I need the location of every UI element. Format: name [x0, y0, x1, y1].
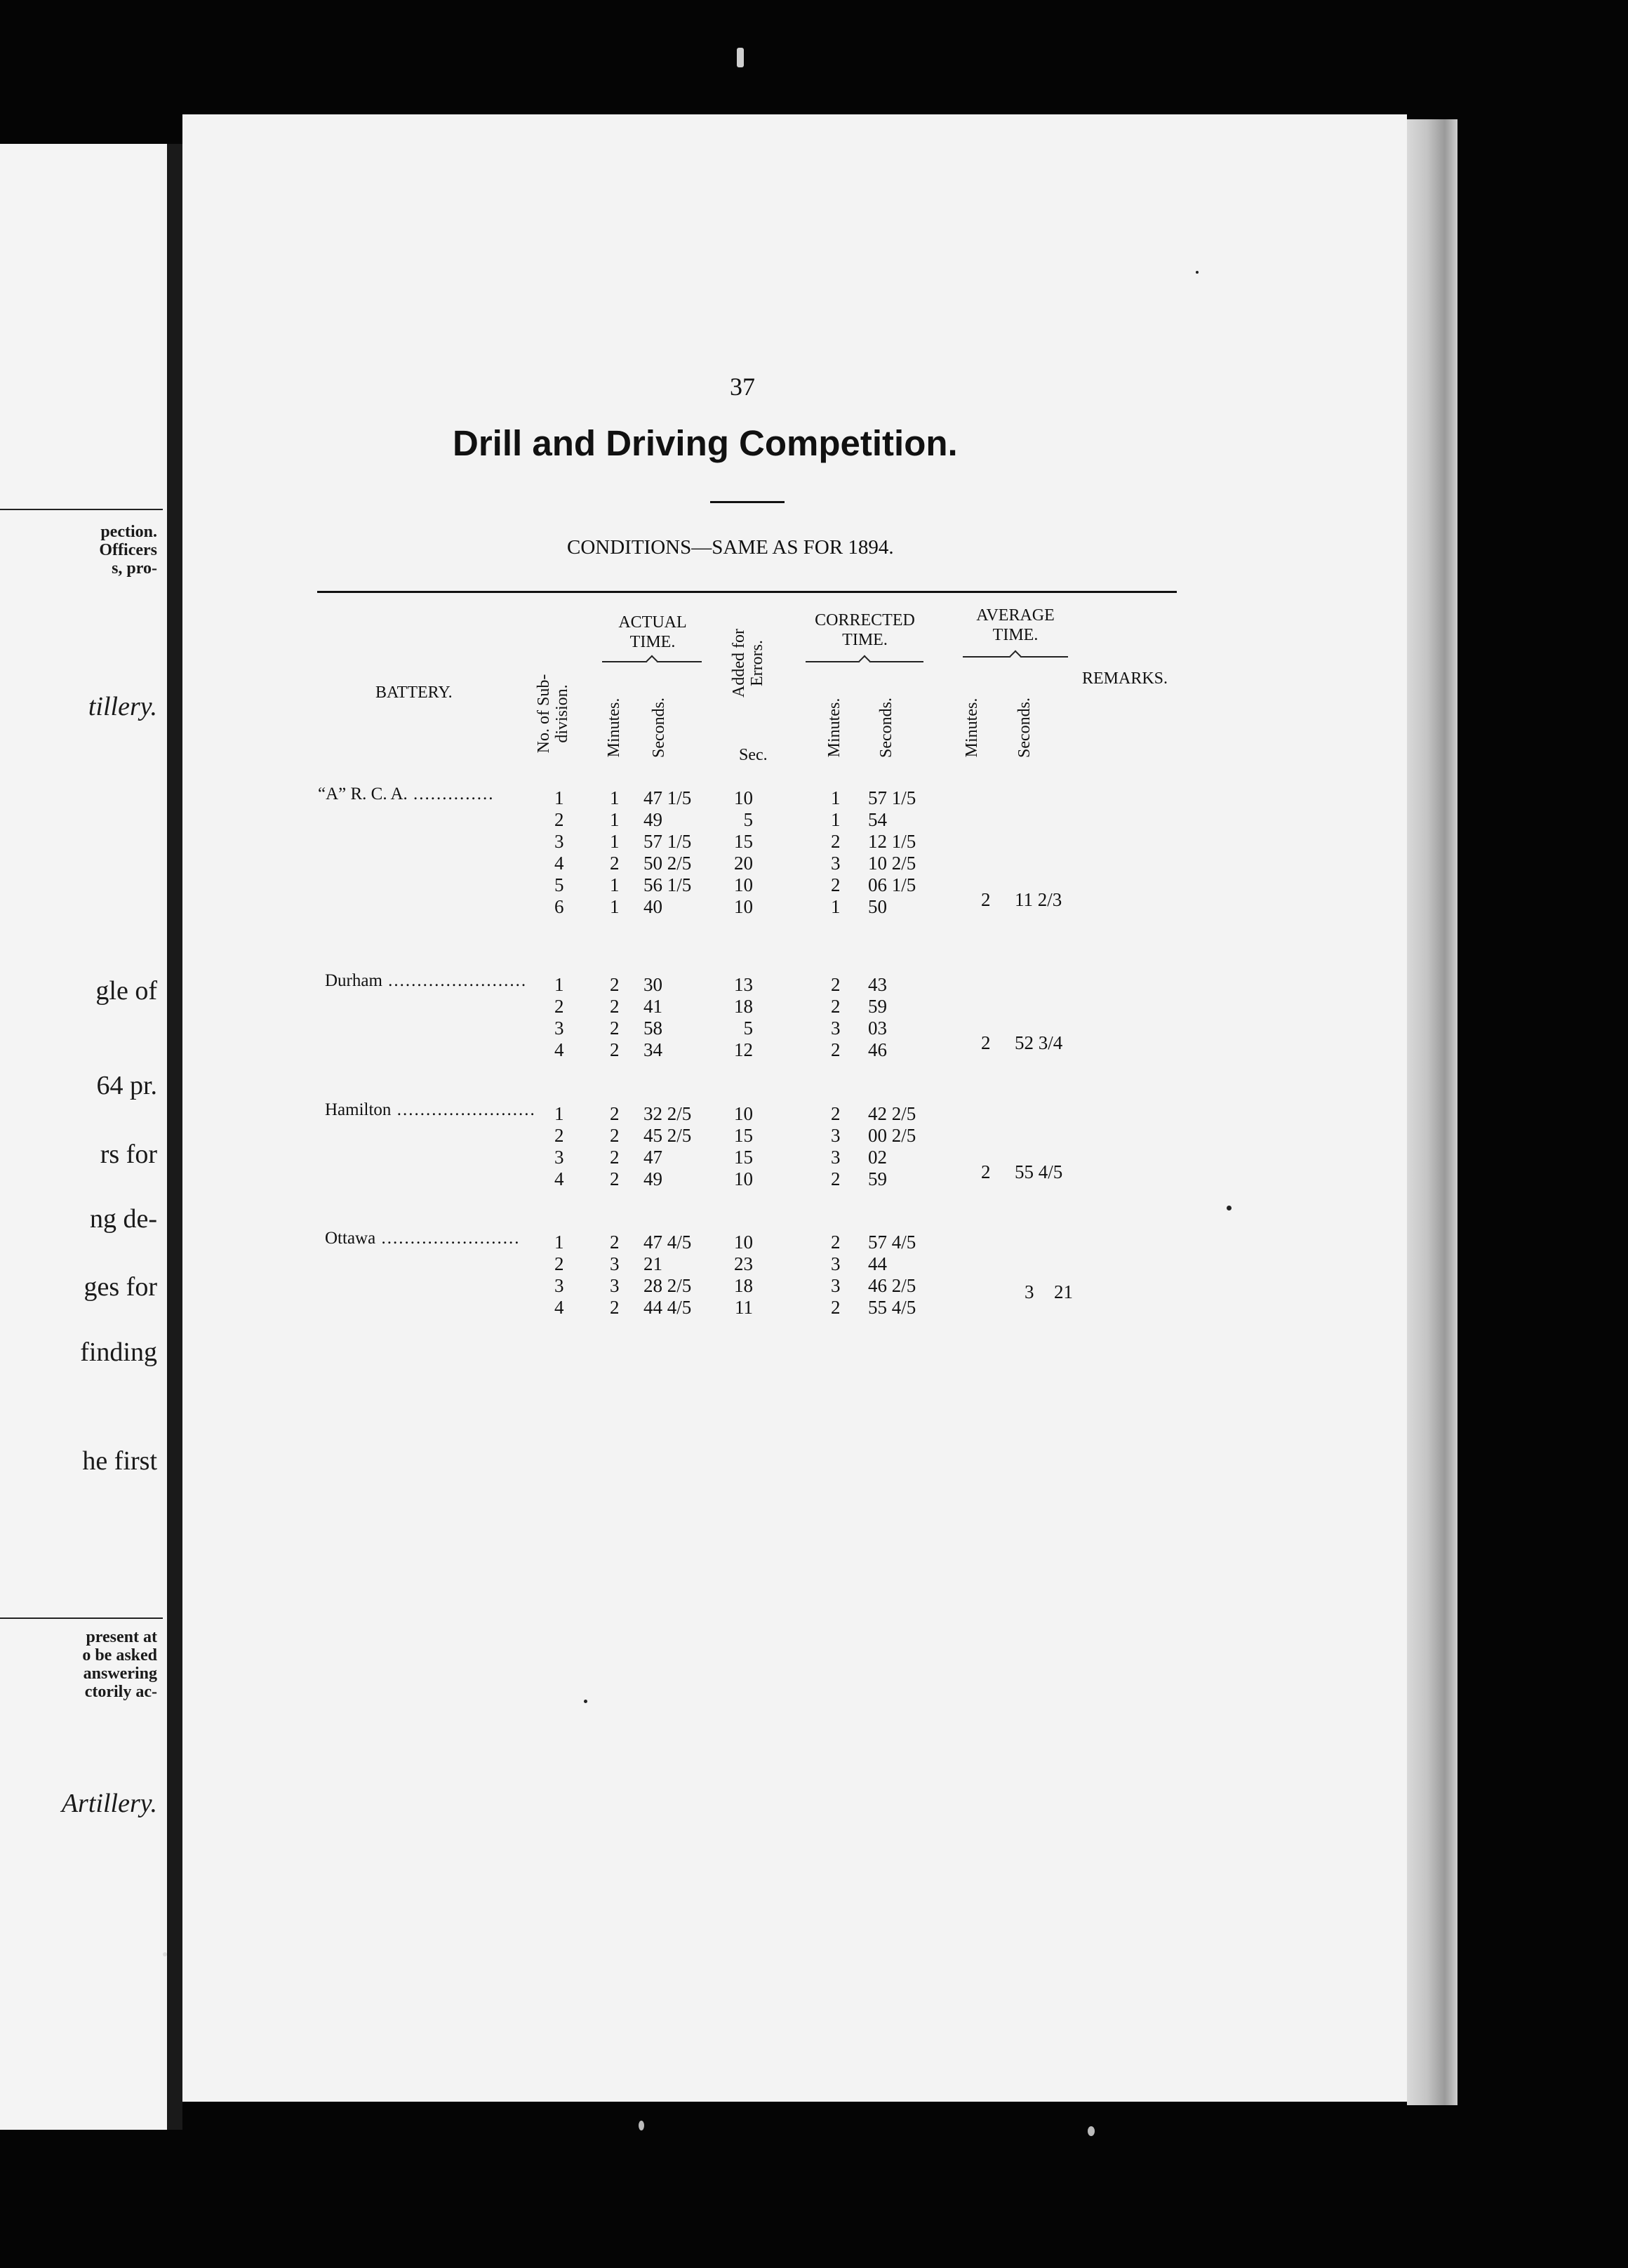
header-average-brace [963, 656, 1068, 667]
cell-average-minutes: 2 [981, 889, 991, 910]
cell-corrected-minutes: 3 [831, 1147, 841, 1168]
cell-added-seconds: 18 [734, 1275, 753, 1296]
cell-corrected-seconds: 43 [868, 974, 887, 995]
cell-actual-minutes: 2 [610, 974, 620, 995]
cell-added-seconds: 11 [735, 1297, 753, 1318]
cell-corrected-seconds: 03 [868, 1018, 887, 1039]
cell-corrected-minutes: 1 [831, 809, 841, 830]
cell-corrected-minutes: 2 [831, 831, 841, 852]
cell-subdivision: 3 [554, 1275, 564, 1296]
cell-actual-seconds: 57 1/5 [643, 831, 692, 852]
header-average-line2: TIME. [992, 626, 1039, 644]
cell-corrected-minutes: 2 [831, 1297, 841, 1318]
left-text: present at [86, 1628, 157, 1646]
header-corrected-seconds: Seconds. [877, 698, 895, 758]
cell-average-seconds: 11 2/3 [1015, 889, 1062, 910]
cell-actual-seconds: 21 [643, 1253, 662, 1274]
cell-corrected-seconds: 57 4/5 [868, 1232, 916, 1253]
cell-added-seconds: 13 [734, 974, 753, 995]
cell-actual-minutes: 2 [610, 1018, 620, 1039]
cell-subdivision: 3 [554, 831, 564, 852]
cell-average-seconds: 52 3/4 [1015, 1032, 1063, 1053]
battery-name [325, 971, 527, 991]
left-text: o be asked [82, 1646, 157, 1665]
cell-corrected-seconds: 10 2/5 [868, 853, 916, 874]
cell-actual-minutes: 2 [610, 1039, 620, 1060]
cell-corrected-minutes: 3 [831, 1018, 841, 1039]
cell-added-seconds: 10 [734, 874, 753, 895]
left-text: finding [80, 1338, 157, 1367]
cell-actual-seconds: 49 [643, 1168, 662, 1189]
cell-corrected-seconds: 59 [868, 996, 887, 1017]
cell-subdivision: 2 [554, 1253, 564, 1274]
header-added-line1: Added for [730, 629, 748, 698]
scan-speck [1196, 271, 1199, 274]
header-actual-seconds: Seconds. [650, 698, 668, 758]
cell-actual-seconds: 32 2/5 [643, 1103, 692, 1124]
cell-corrected-minutes: 2 [831, 974, 841, 995]
table-top-rule [317, 591, 1177, 593]
cell-actual-minutes: 2 [610, 996, 620, 1017]
cell-actual-minutes: 2 [610, 1103, 620, 1124]
cell-corrected-seconds: 59 [868, 1168, 887, 1189]
cell-actual-minutes: 2 [610, 1232, 620, 1253]
title-rule [710, 501, 785, 503]
header-battery: BATTERY. [375, 683, 453, 702]
cell-average-minutes: 3 [1025, 1281, 1034, 1302]
header-average-line1: AVERAGE [976, 606, 1055, 625]
cell-corrected-minutes: 3 [831, 853, 841, 874]
cell-actual-seconds: 30 [643, 974, 662, 995]
header-added-line2: Errors. [748, 640, 766, 686]
left-text: Officers [99, 541, 157, 559]
battery-name-text: “A” R. C. A. [318, 785, 408, 803]
left-text: answering [83, 1665, 157, 1683]
header-actual-minutes: Minutes. [605, 698, 623, 758]
battery-name [325, 1229, 520, 1248]
cell-added-seconds: 10 [734, 1103, 753, 1124]
scan-speck [1088, 2126, 1095, 2136]
cell-subdivision: 3 [554, 1147, 564, 1168]
cell-actual-seconds: 28 2/5 [643, 1275, 692, 1296]
left-text: gle of [95, 976, 157, 1006]
left-text: ctorily ac- [84, 1683, 157, 1701]
cell-actual-minutes: 3 [610, 1275, 620, 1296]
cell-corrected-seconds: 54 [868, 809, 887, 830]
book-gutter [167, 144, 182, 2130]
cell-actual-seconds: 41 [643, 996, 662, 1017]
header-average-seconds: Seconds. [1015, 698, 1034, 758]
cell-actual-minutes: 2 [610, 1168, 620, 1189]
cell-actual-minutes: 1 [610, 896, 620, 917]
cell-corrected-minutes: 2 [831, 996, 841, 1017]
cell-average-minutes: 2 [981, 1032, 991, 1053]
left-rule [0, 1617, 163, 1619]
cell-actual-minutes: 3 [610, 1253, 620, 1274]
cell-added-seconds: 10 [734, 787, 753, 808]
battery-name-text: Ottawa [325, 1229, 376, 1248]
cell-added-seconds: 5 [743, 1018, 753, 1039]
cell-corrected-minutes: 2 [831, 1103, 841, 1124]
left-text: pection. [100, 523, 157, 541]
cell-actual-minutes: 1 [610, 787, 620, 808]
cell-actual-seconds: 45 2/5 [643, 1125, 692, 1146]
cell-corrected-seconds: 46 2/5 [868, 1275, 916, 1296]
battery-name-text: Durham [325, 971, 382, 990]
leader-dots: .............. [407, 785, 495, 803]
cell-added-seconds: 5 [743, 809, 753, 830]
cell-corrected-minutes: 3 [831, 1275, 841, 1296]
cell-subdivision: 1 [554, 1103, 564, 1124]
cell-corrected-minutes: 3 [831, 1125, 841, 1146]
battery-name [325, 1100, 536, 1120]
cell-corrected-seconds: 44 [868, 1253, 887, 1274]
cell-added-seconds: 12 [734, 1039, 753, 1060]
cell-corrected-seconds: 55 4/5 [868, 1297, 916, 1318]
cell-actual-seconds: 47 1/5 [643, 787, 692, 808]
left-text: ng de- [89, 1204, 157, 1234]
cell-actual-seconds: 49 [643, 809, 662, 830]
header-subdivision [535, 658, 571, 770]
cell-added-seconds: 10 [734, 896, 753, 917]
cell-subdivision: 2 [554, 1125, 564, 1146]
cell-corrected-minutes: 1 [831, 896, 841, 917]
left-text: he first [82, 1446, 157, 1476]
cell-subdivision: 4 [554, 1168, 564, 1189]
header-remarks: REMARKS. [1082, 669, 1168, 688]
cell-average-seconds: 21 [1054, 1281, 1073, 1302]
header-actual-time [610, 613, 695, 652]
scan-speck [584, 1700, 587, 1703]
cell-subdivision: 2 [554, 996, 564, 1017]
cell-actual-minutes: 2 [610, 853, 620, 874]
header-added-sec: Sec. [739, 746, 768, 764]
header-subdivision-line1: No. of Sub- [535, 674, 553, 754]
cell-added-seconds: 10 [734, 1232, 753, 1253]
cell-subdivision: 1 [554, 974, 564, 995]
cell-subdivision: 2 [554, 809, 564, 830]
left-text: ges for [84, 1272, 157, 1302]
cell-added-seconds: 10 [734, 1168, 753, 1189]
left-text: 64 pr. [96, 1071, 157, 1100]
cell-actual-minutes: 2 [610, 1147, 620, 1168]
cell-added-seconds: 23 [734, 1253, 753, 1274]
scan-speck [163, 1952, 167, 1956]
cell-corrected-seconds: 00 2/5 [868, 1125, 916, 1146]
cell-corrected-seconds: 57 1/5 [868, 787, 916, 808]
cell-subdivision: 4 [554, 853, 564, 874]
header-corrected-time [800, 611, 930, 650]
cell-corrected-seconds: 12 1/5 [868, 831, 916, 852]
conditions-line: CONDITIONS—SAME AS FOR 1894. [567, 536, 894, 559]
cell-added-seconds: 18 [734, 996, 753, 1017]
cell-subdivision: 1 [554, 787, 564, 808]
cell-actual-seconds: 40 [643, 896, 662, 917]
header-average-time [963, 606, 1068, 645]
scan-speck [639, 2121, 644, 2130]
battery-name [318, 785, 495, 804]
cell-actual-minutes: 1 [610, 874, 620, 895]
cell-corrected-minutes: 1 [831, 787, 841, 808]
header-actual-line1: ACTUAL [618, 613, 687, 632]
header-corrected-minutes: Minutes. [825, 698, 843, 758]
page-title: Drill and Driving Competition. [453, 423, 958, 463]
left-text: Artillery. [61, 1789, 157, 1818]
cell-corrected-seconds: 02 [868, 1147, 887, 1168]
header-corrected-line2: TIME. [842, 631, 888, 649]
header-actual-line2: TIME. [629, 633, 676, 651]
cell-actual-minutes: 2 [610, 1297, 620, 1318]
cell-average-seconds: 55 4/5 [1015, 1161, 1063, 1182]
cell-corrected-minutes: 2 [831, 1232, 841, 1253]
scan-speck [1227, 1206, 1232, 1210]
battery-name-text: Hamilton [325, 1100, 392, 1119]
left-text: tillery. [88, 692, 157, 721]
cell-corrected-seconds: 06 1/5 [868, 874, 916, 895]
cell-average-minutes: 2 [981, 1161, 991, 1182]
cell-corrected-minutes: 2 [831, 1168, 841, 1189]
cell-added-seconds: 20 [734, 853, 753, 874]
header-subdivision-line2: division. [553, 684, 571, 743]
cell-subdivision: 3 [554, 1018, 564, 1039]
cell-added-seconds: 15 [734, 831, 753, 852]
cell-actual-minutes: 2 [610, 1125, 620, 1146]
cell-subdivision: 4 [554, 1039, 564, 1060]
page-edge [1407, 119, 1457, 2105]
cell-actual-seconds: 47 4/5 [643, 1232, 692, 1253]
cell-subdivision: 6 [554, 896, 564, 917]
cell-actual-seconds: 56 1/5 [643, 874, 692, 895]
cell-subdivision: 1 [554, 1232, 564, 1253]
cell-corrected-minutes: 2 [831, 874, 841, 895]
cell-actual-seconds: 47 [643, 1147, 662, 1168]
left-text: s, pro- [112, 559, 157, 578]
cell-actual-seconds: 50 2/5 [643, 853, 692, 874]
cell-actual-seconds: 44 4/5 [643, 1297, 692, 1318]
cell-corrected-seconds: 50 [868, 896, 887, 917]
cell-corrected-minutes: 3 [831, 1253, 841, 1274]
left-text: rs for [100, 1140, 157, 1169]
leader-dots: ........................ [375, 1229, 521, 1248]
cell-actual-minutes: 1 [610, 809, 620, 830]
cell-added-seconds: 15 [734, 1147, 753, 1168]
header-actual-brace [602, 661, 702, 672]
cell-added-seconds: 15 [734, 1125, 753, 1146]
cell-corrected-seconds: 42 2/5 [868, 1103, 916, 1124]
header-average-minutes: Minutes. [963, 698, 981, 758]
cell-actual-seconds: 58 [643, 1018, 662, 1039]
leader-dots: ........................ [382, 971, 528, 990]
page-number: 37 [730, 373, 755, 401]
left-page-fragment [0, 144, 167, 2130]
cell-actual-minutes: 1 [610, 831, 620, 852]
header-corrected-brace [806, 661, 923, 672]
cell-subdivision: 4 [554, 1297, 564, 1318]
cell-subdivision: 5 [554, 874, 564, 895]
header-added [730, 614, 766, 712]
cell-actual-seconds: 34 [643, 1039, 662, 1060]
cell-corrected-minutes: 2 [831, 1039, 841, 1060]
cell-corrected-seconds: 46 [868, 1039, 887, 1060]
leader-dots: ........................ [391, 1100, 536, 1119]
scan-speck [737, 48, 744, 67]
left-rule [0, 509, 163, 510]
header-corrected-line1: CORRECTED [815, 611, 915, 629]
